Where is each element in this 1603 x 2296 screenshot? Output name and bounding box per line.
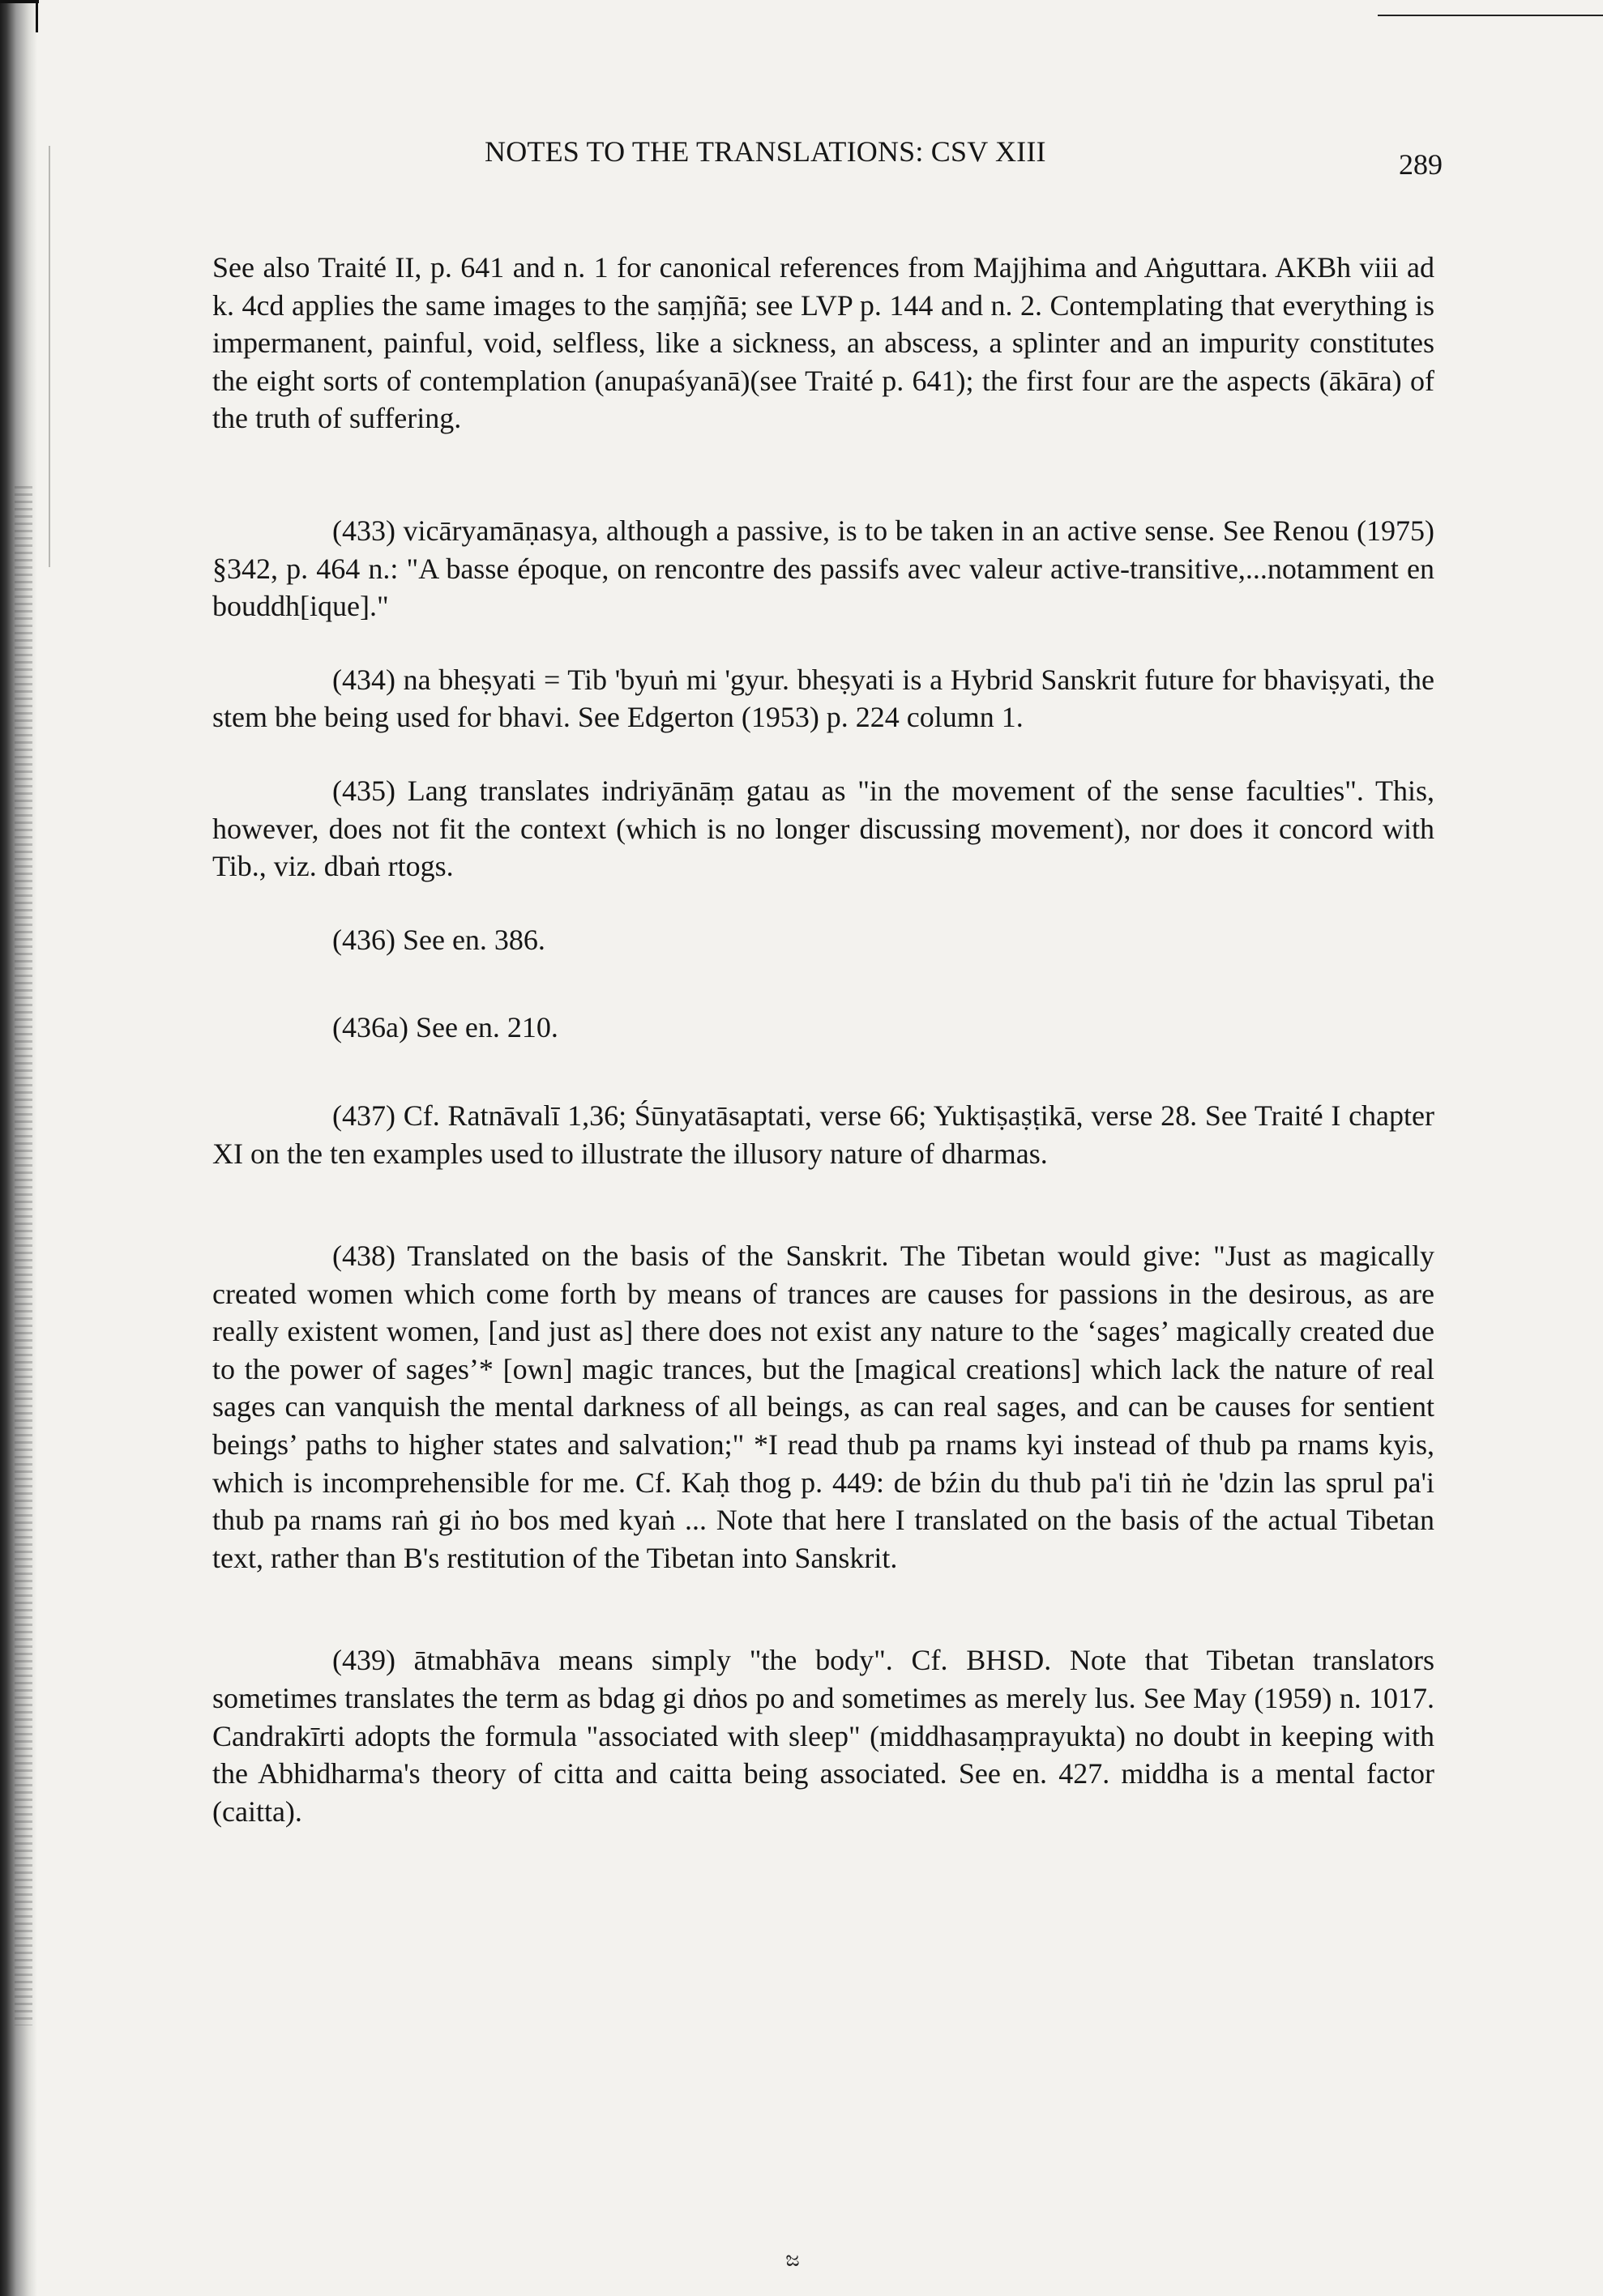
note-433: (433) vicāryamāṇasya, although a passive, is to be taken in an active sense. See Renou (1975) §342, p. 464 n.: "A basse époque, on rencontre des passifs avec valeur active-transitive,...notamment en bouddh[ique]." bbox=[212, 514, 1434, 623]
left-margin-line bbox=[49, 146, 50, 567]
note-434: (434) na bheṣyati = Tib 'byuṅ mi 'gyur. bheṣyati is a Hybrid Sanskrit future for bhaviṣyati, the stem bhe being used for bhavi. See Edgerton (1953) p. 224 column 1. bbox=[212, 663, 1434, 734]
note-435: (435) Lang translates indriyānāṃ gatau as "in the movement of the sense faculties". This, however, does not fit the context (which is no longer discussing movement), nor does it concord with Tib., viz. dbaṅ rtogs. bbox=[212, 774, 1434, 883]
footer-mark: ಜ bbox=[785, 2247, 800, 2271]
corner-crop-mark bbox=[0, 0, 39, 3]
top-edge-rule bbox=[1378, 15, 1603, 16]
note-432-continuation: See also Traité II, p. 641 and n. 1 for canonical references from Majjhima and Aṅguttara. AKBh viii ad k. 4cd applies the same images to the saṃjñā; see LVP p. 144 and n. 2. Contemplating that everything is impermanent, painful, void, selfless, like a sickness, an abscess, a splinter and an impurity constitutes the eight sorts of contemplation (anupaśyanā)(see Traité p. 641); the first four are the aspects (ākāra) of the truth of suffering. bbox=[212, 251, 1434, 435]
note-436a: (436a) See en. 210. bbox=[332, 1011, 558, 1044]
page-number: 289 bbox=[1399, 148, 1443, 181]
running-title: NOTES TO THE TRANSLATIONS: CSV XIII bbox=[485, 135, 1046, 168]
running-head bbox=[0, 134, 1603, 181]
scan-edge-speckle bbox=[15, 486, 32, 2025]
note-438: (438) Translated on the basis of the Sanskrit. The Tibetan would give: "Just as magically created women which come forth by means of trances are causes for passions in the desirous, as are really existent women, [and just as] there does not exist any nature to the ‘sages’ magically created due to the power of sages’* [own] magic trances, but the [magical creations] which lack the nature of real sages can vanquish the mental darkness of all beings, as can real sages, and can be causes for sentient beings’ paths to higher states and salvation;" *I read thub pa rnams kyi instead of thub pa rnams kyis, which is incomprehensible for me. Cf. Kaḥ thog p. 449: de bźin du thub pa'i tiṅ ṅe 'dzin las sprul pa'i thub pa rnams raṅ gi ṅo bos med kyaṅ ... Note that here I translated on the basis of the actual Tibetan text, rather than B's restitution of the Tibetan into Sanskrit. bbox=[212, 1240, 1434, 1574]
corner-crop-mark-vertical bbox=[36, 0, 38, 32]
note-439: (439) ātmabhāva means simply "the body". Cf. BHSD. Note that Tibetan translators sometimes translates the term as bdag gi dṅos po and sometimes as merely lus. See May (1959) n. 1017. Candrakīrti adopts the formula "associated with sleep" (middhasaṃprayukta) no doubt in keeping with the Abhidharma's theory of citta and caitta being associated. See en. 427. middha is a mental factor (caitta). bbox=[212, 1644, 1434, 1828]
note-437: (437) Cf. Ratnāvalī 1,36; Śūnyatāsaptati, verse 66; Yuktiṣaṣṭikā, verse 28. See Traité I chapter XI on the ten examples used to illustrate the illusory nature of dharmas. bbox=[212, 1099, 1434, 1170]
note-436: (436) See en. 386. bbox=[332, 923, 545, 956]
notes-text-block bbox=[212, 249, 1434, 1866]
